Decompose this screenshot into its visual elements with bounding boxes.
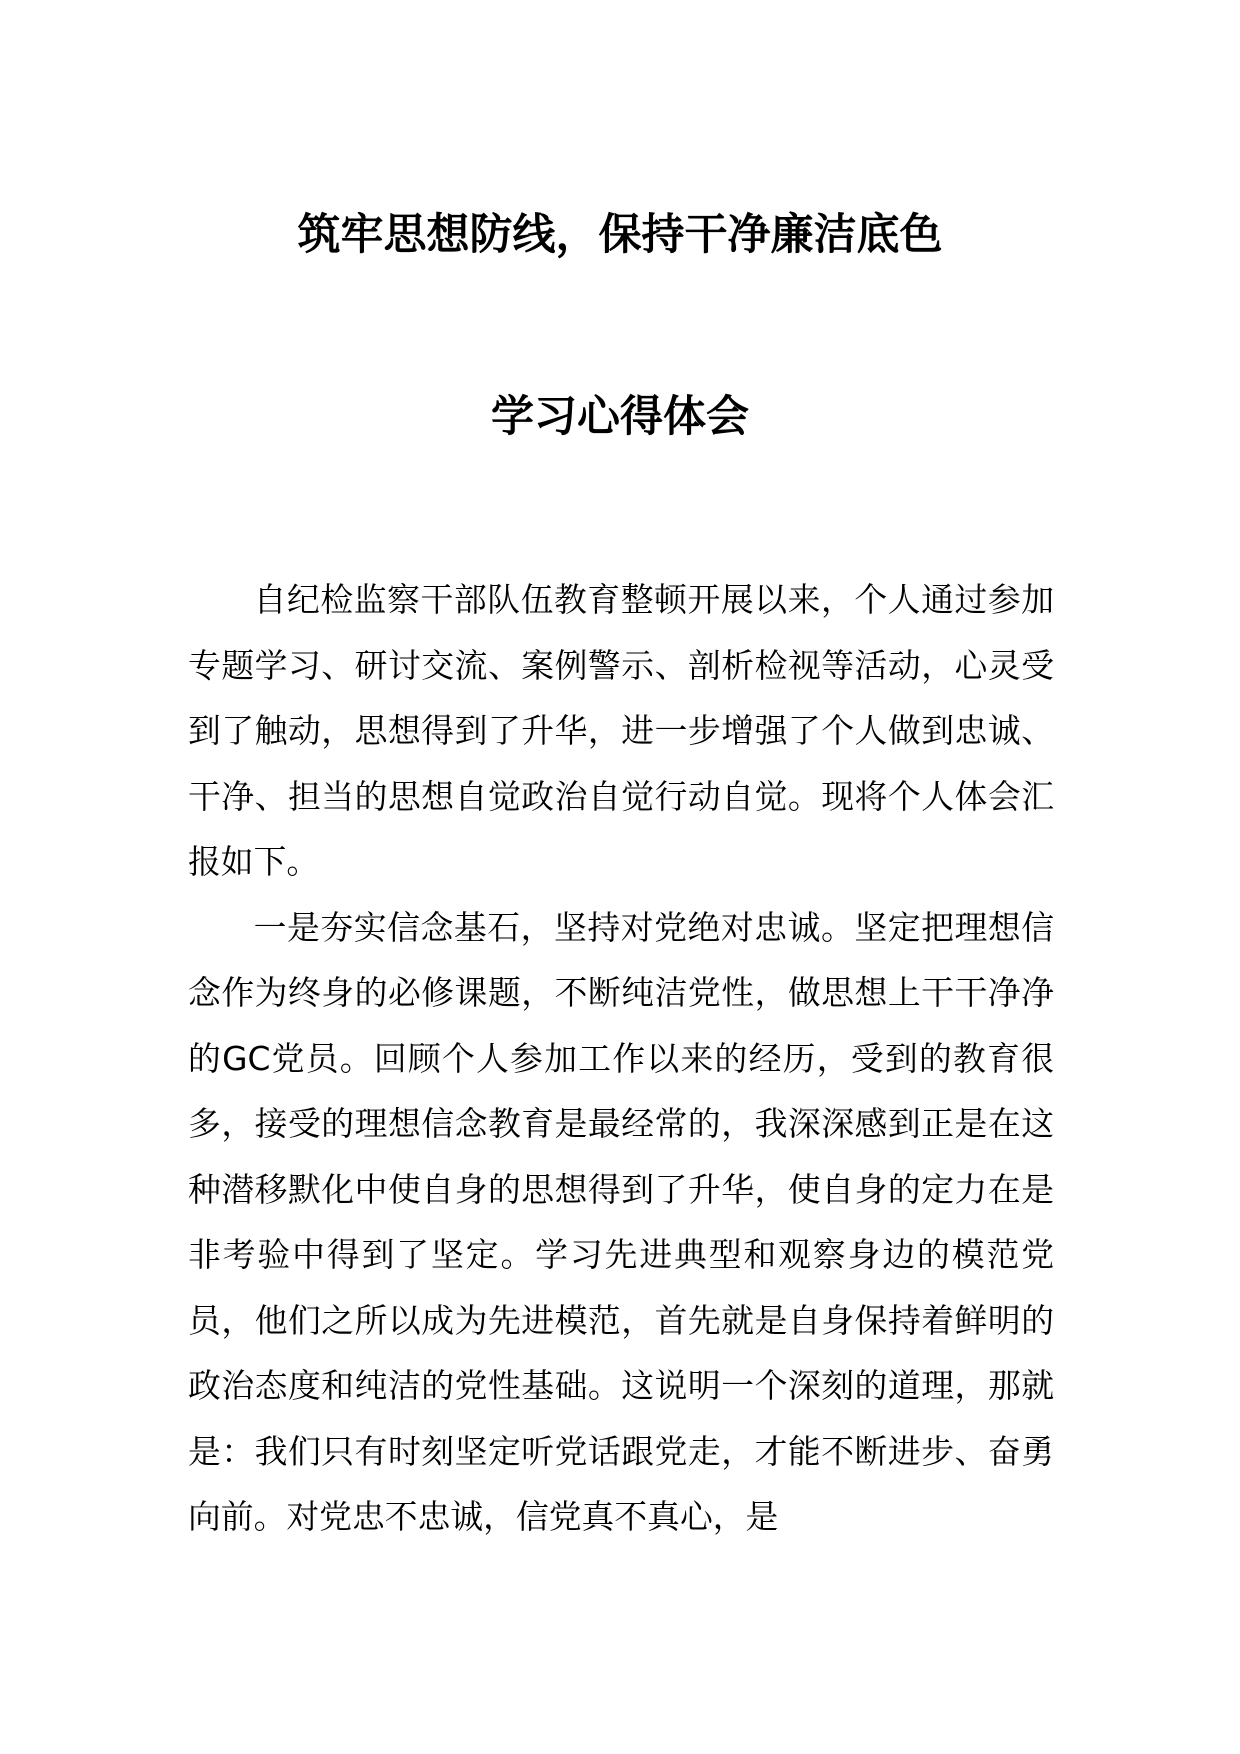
document-subtitle: 学习心得体会 [491, 392, 749, 442]
document-title: 筑牢思想防线，保持干净廉洁底色 [297, 210, 943, 260]
paragraph-intro: 自纪检监察干部队伍教育整顿开展以来，个人通过参加专题学习、研讨交流、案例警示、剖析检视等活动，心灵受到了触动，思想得到了升华，进一步增强了个人做到忠诚、干净、担当的思想自觉政治自觉行动自觉。现将个人体会汇报如下。 [188, 581, 1054, 881]
document-body [188, 568, 1054, 1551]
paragraph-point-one: 一是夯实信念基石，坚持对党绝对忠诚。坚定把理想信念作为终身的必修课题，不断纯洁党性，做思想上干干净净的GC党员。回顾个人参加工作以来的经历，受到的教育很多，接受的理想信念教育是最经常的，我深深感到正是在这种潜移默化中使自身的思想得到了升华，使自身的定力在是非考验中得到了坚定。学习先进典型和观察身边的模范党员，他们之所以成为先进模范，首先就是自身保持着鲜明的政治态度和纯洁的党性基础。这说明一个深刻的道理，那就是：我们只有时刻坚定听党话跟党走，才能不断进步、奋勇向前。对党忠不忠诚，信党真不真心，是 [188, 908, 1054, 1536]
